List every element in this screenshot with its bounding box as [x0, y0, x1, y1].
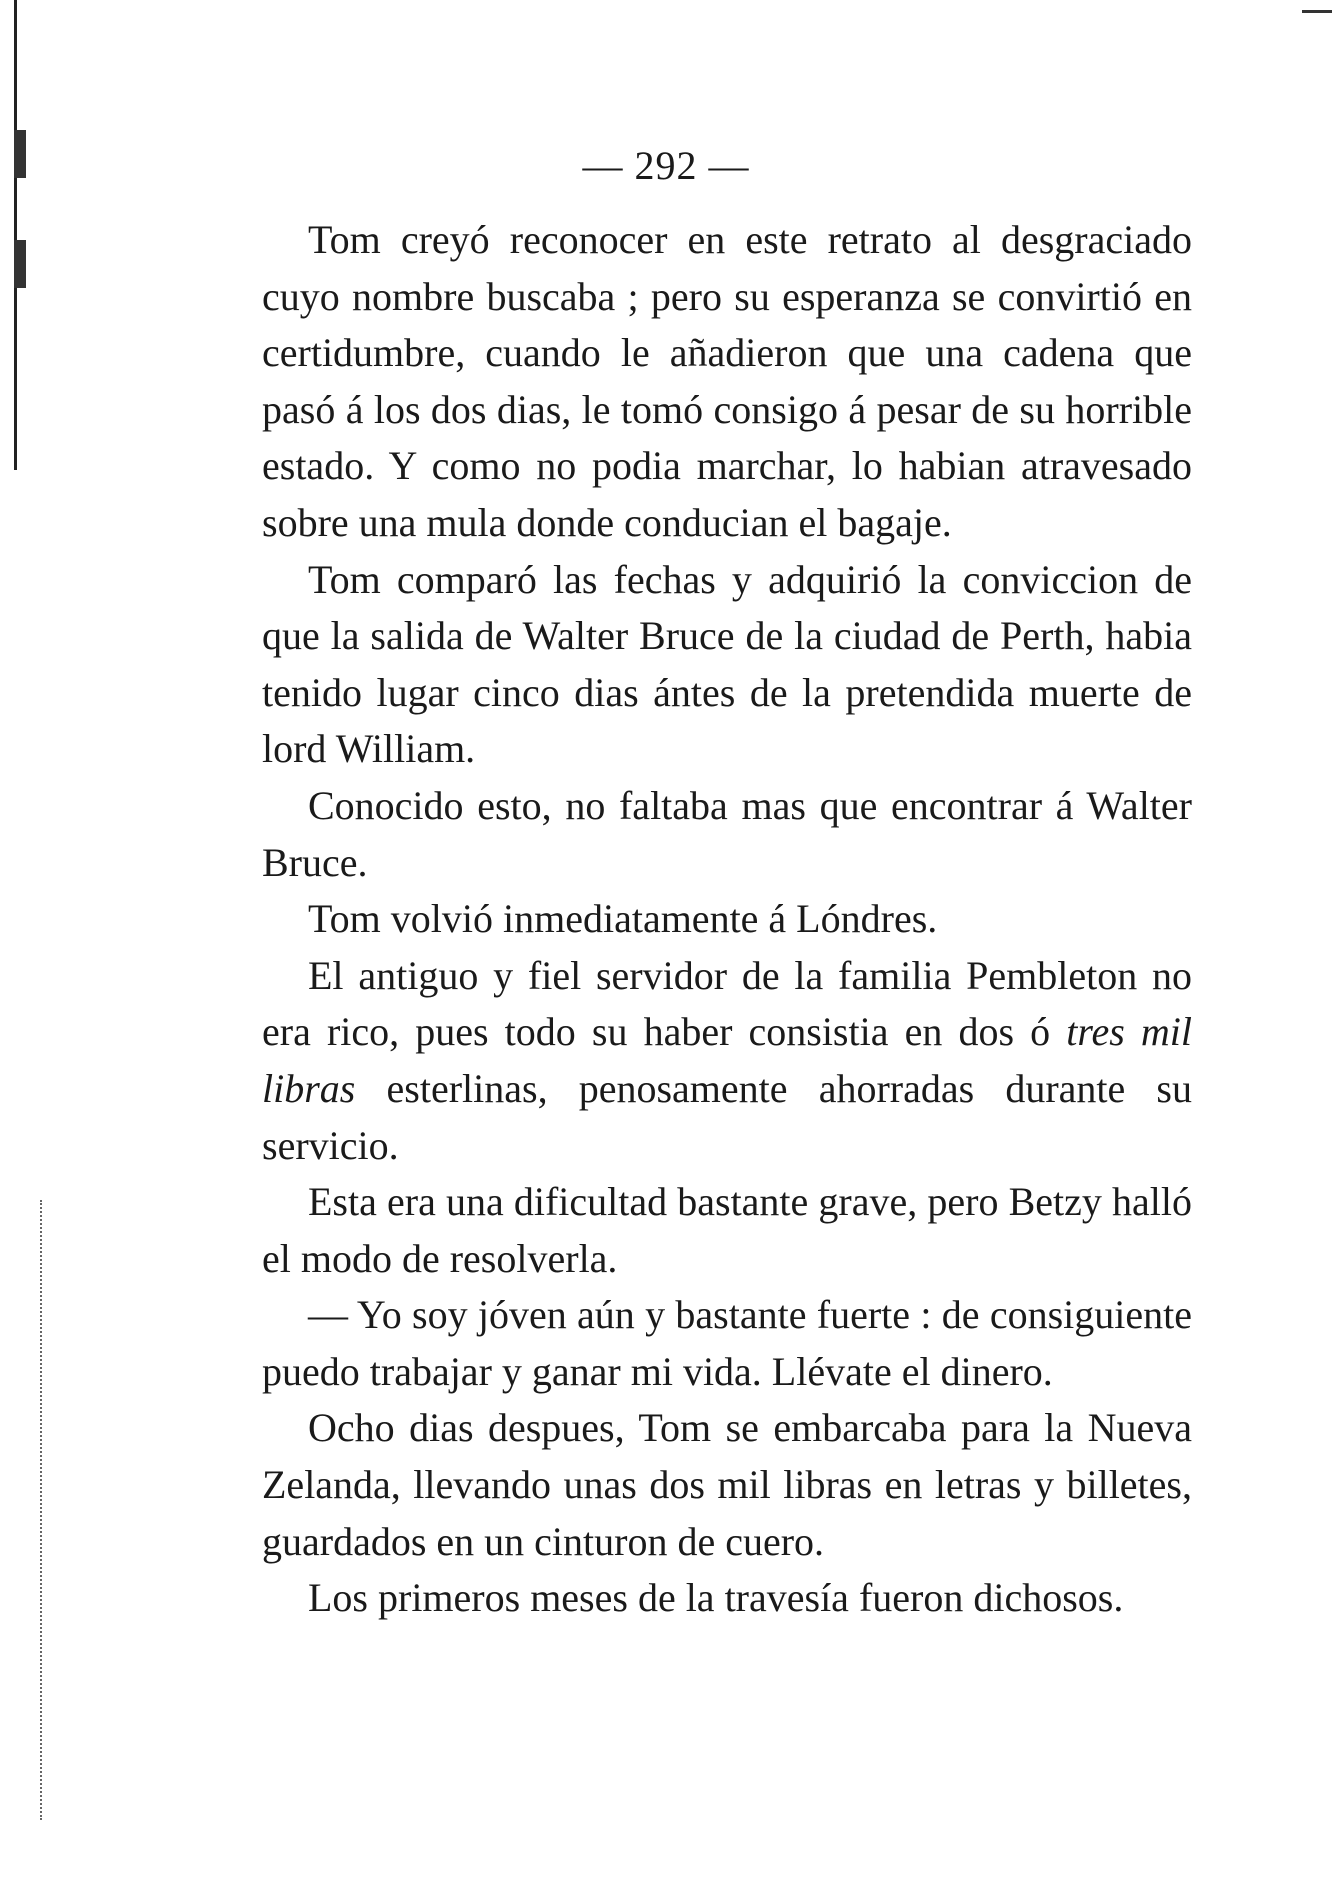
body-text [262, 212, 1192, 1627]
page-binding-edge [0, 0, 38, 1892]
paragraph: Conocido esto, no faltaba mas que encontrar á Walter Bruce. [262, 782, 1192, 885]
paragraph: Esta era una dificultad bastante grave, pero Betzy halló el modo de resolverla. [262, 1179, 1192, 1281]
paragraph-text: esterlinas, penosamente ahorradas durante su servicio. [262, 1065, 1192, 1168]
page-number: — 292 — [582, 143, 750, 188]
paragraph: Tom volvió inmediatamente á Lóndres. [308, 896, 938, 942]
italic-text: tres mil libras [262, 1009, 1192, 1111]
margin-specks [40, 1200, 46, 1820]
binding-notch [14, 240, 26, 288]
paragraph: — Yo soy jóven aún y bastante fuerte : de consiguiente puedo trabajar y ganar mi vida. Llévate el dinero. [262, 1292, 1192, 1394]
paragraph: Tom creyó reconocer en este retrato al desgraciado cuyo nombre buscaba ; pero su esperanza se convirtió en certidumbre, cuando le añadieron que una cadena que pasó á los dos dias, le tomó consigo á pesar de su horrible estado. Y como no podia marchar, lo habian atravesado sobre una mula donde conducian el bagaje. [262, 217, 1192, 545]
paragraph: Los primeros meses de la travesía fueron dichosos. [308, 1575, 1124, 1621]
corner-mark [1302, 10, 1332, 13]
paragraph: Ocho dias despues, Tom se embarcaba para la Nueva Zelanda, llevando unas dos mil libras en letras y billetes, guardados en un cinturon de cuero. [262, 1405, 1192, 1564]
paragraph [262, 948, 1192, 1174]
binding-line [14, 0, 17, 470]
paragraph-text: El antiguo y fiel servidor de la familia Pembleton no era rico, pues todo su haber consistia en dos ó [262, 952, 1192, 1055]
paragraph: Tom comparó las fechas y adquirió la conviccion de que la salida de Walter Bruce de la ciudad de Perth, habia tenido lugar cinco dias ántes de la pretendida muerte de lord William. [262, 556, 1192, 772]
